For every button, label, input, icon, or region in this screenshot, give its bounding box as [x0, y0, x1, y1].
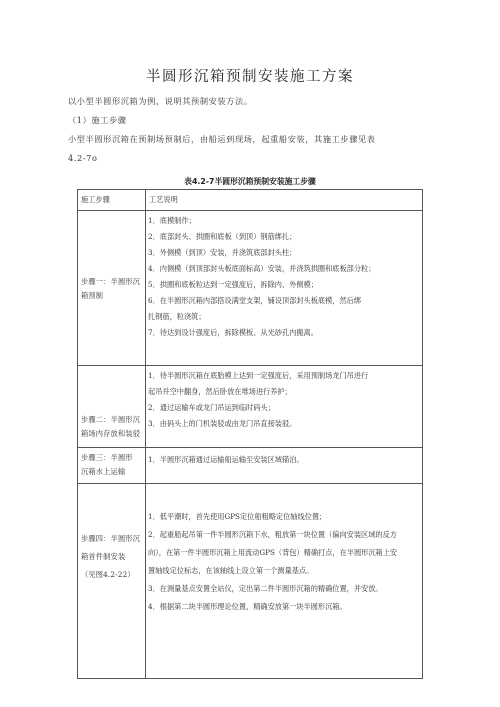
description-line: 1．待半圆形沉箱在底胎模上达到一定强度后，采用预制场龙门吊进行: [148, 371, 369, 380]
description-line: 6．在半圆形沉箱内部搭设满堂支架，铺设顶部封头板底模，然后绑: [148, 296, 362, 305]
body-paragraph-line1: 小型半圆形沉箱在预制场预制后，由船运到现场，起重船安装，其施工步骤见表: [68, 134, 376, 144]
description-line: 4．内侧模（到顶部封头板底面标高）安装，并浇筑拱圈和底板部分粒；: [148, 264, 376, 273]
description-cell: [146, 366, 423, 448]
step-line: 步骤三：半圆形: [81, 453, 133, 462]
description-line: 3．在测量基点安置全站仪，定出第二件半圆形沉箱的精确位置，并安放。: [148, 584, 383, 593]
table-row: [78, 484, 423, 679]
description-line: 2．底部封头、拱圈和底板（到顶）钢筋绑扎；: [148, 232, 297, 241]
description-line: 向），在第一件半圆形沉箱上用流动GPS（背包）精确打点，在半圆形沉箱上安: [148, 548, 398, 557]
description-line: 1．底模制作；: [148, 216, 196, 225]
description-line: 置轴线定位标志，在该轴线上设立第一个测量基点。: [148, 566, 314, 575]
step-line: 箱首件制安装: [81, 552, 126, 561]
description-line: 2．起重船起吊第一件半圆形沉箱下水，粗放第一块位置（偏向安装区域的反方: [148, 530, 397, 539]
description-cell: [146, 484, 423, 679]
header-description: 工艺说明: [146, 190, 423, 211]
intro-paragraph: 以小型半圆形沉箱为例，说明其预制安装方法。: [68, 96, 253, 106]
step-line: 步骤一：半圆形沉: [81, 276, 141, 286]
table-row: [78, 366, 423, 448]
step-cell: [78, 211, 146, 366]
document-title: 半圆形沉箱预制安装施工方案: [146, 69, 354, 85]
description-line: 5．拱圈和底板粒达到一定强度后，拆除内、外侧模；: [148, 280, 318, 289]
step-line: 步骤二：半圆形沉: [81, 415, 141, 424]
description-line: 4．根据第二块半圆形理论位置，精确安放第一块半圆形沉箱。: [148, 602, 347, 611]
description-line: 1．低平潮时，首先使用GPS定位船粗略定位轴线位置；: [148, 512, 327, 521]
table-row: [78, 448, 423, 484]
description-line: 3．外侧模（到顶）安装，并浇筑底部封头柱；: [148, 248, 297, 257]
step-line: 步骤四：半圆形沉: [81, 534, 141, 543]
description-cell: [146, 211, 423, 366]
description-line: 起吊并空中翻身，然后卧放在堆场进行养护；: [148, 387, 292, 396]
table-caption: 表4.2-7半圆形沉箱预制安装施工步骤: [184, 177, 316, 186]
step-line: 箱场内存放和装驳: [81, 429, 141, 438]
step-line: （见图4.2-22）: [81, 570, 135, 579]
step-line: 箱预制: [81, 290, 104, 300]
step-cell: [78, 484, 146, 679]
construction-steps-table: [77, 189, 423, 679]
body-paragraph-line2: 4.2-7o: [68, 153, 98, 163]
step-line: 沉箱水上运输: [81, 467, 126, 476]
description-cell: [146, 448, 423, 484]
description-line: 3．由码头上的门机装驳或由龙门吊直接装驳。: [148, 419, 297, 428]
step-cell: [78, 448, 146, 484]
section-heading: （1）施工步骤: [68, 115, 127, 125]
table-header-row: [78, 190, 423, 211]
description-line: 扎钢筋，粒浇筑；: [148, 312, 206, 321]
description-line: 1．半圆形沉箱通过运输船运输至安装区域锚泊。: [148, 455, 304, 464]
description-line: 7．待达到设计强度后，拆除模板、从光砂孔内搬离。: [148, 328, 318, 337]
header-step: 施工步骤: [78, 190, 146, 211]
table-row: [78, 211, 423, 366]
description-line: 2．通过运输车或龙门吊运到临时码头；: [148, 403, 275, 412]
step-cell: [78, 366, 146, 448]
